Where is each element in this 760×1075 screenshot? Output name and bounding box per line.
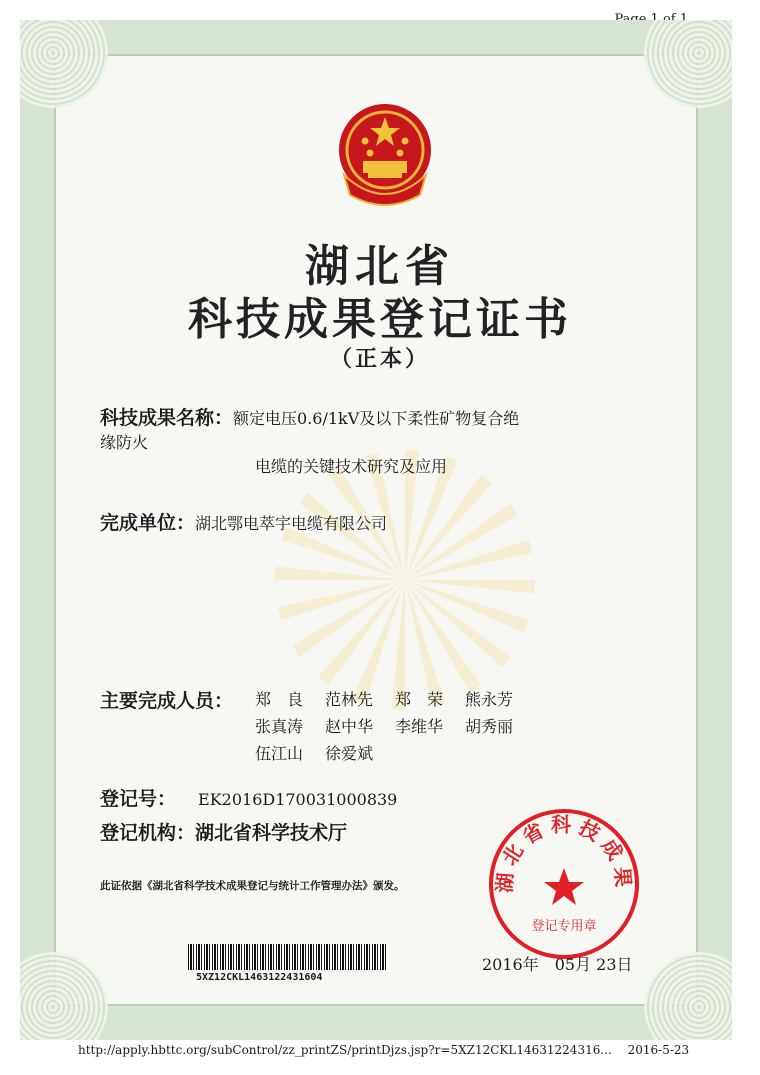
province-title: 湖北省 xyxy=(305,241,455,292)
achievement-value-line2: 电缆的关键技术研究及应用 xyxy=(255,457,448,476)
barcode xyxy=(188,944,388,970)
person-name: 熊永芳 xyxy=(465,690,514,709)
person-name: 伍江山 xyxy=(255,744,304,763)
registration-org-row xyxy=(100,818,347,845)
person-name: 郑 良 xyxy=(255,690,304,709)
achievement-value-line1: 额定电压0.6/1kV及以下柔性矿物复合绝缘防火 xyxy=(100,409,520,452)
person-name: 胡秀丽 xyxy=(465,717,514,736)
achievement-row xyxy=(100,403,520,479)
registration-org-value: 湖北省科学技术厅 xyxy=(195,822,348,844)
seal-center-text: 登记专用章 xyxy=(531,919,597,934)
unit-label: 完成单位： xyxy=(100,512,196,534)
official-seal xyxy=(486,806,642,962)
people-label: 主要完成人员： xyxy=(100,690,234,712)
copy-type: （正本） xyxy=(329,346,430,372)
legal-basis-note: 此证依据《湖北省科学技术成果登记与统计工作管理办法》颁发。 xyxy=(100,880,405,892)
print-footer xyxy=(78,1043,689,1057)
person-name: 郑 荣 xyxy=(395,690,444,709)
unit-value: 湖北鄂电萃宇电缆有限公司 xyxy=(195,514,388,533)
person-name: 赵中华 xyxy=(325,717,374,736)
registration-org-label: 登记机构： xyxy=(100,822,196,844)
people-list xyxy=(255,687,555,764)
watermark-rosette xyxy=(275,450,535,710)
people-row xyxy=(100,686,514,763)
person-name: 张真涛 xyxy=(255,717,304,736)
issue-date: 2016年 05月 23日 xyxy=(482,955,633,974)
unit-row xyxy=(100,508,387,535)
seal-ring-text: 湖北省科技成果 xyxy=(492,812,636,894)
registration-number-label: 登记号： xyxy=(100,788,177,810)
footer-url: http://apply.hbttc.org/subControl/zz_printZS/printDjzs.jsp?r=5XZ12CKL14631224316... xyxy=(78,1043,612,1057)
achievement-label: 科技成果名称： xyxy=(100,407,234,429)
registration-number-row xyxy=(100,784,397,811)
person-name: 徐爱斌 xyxy=(325,744,374,763)
national-emblem-icon xyxy=(330,95,440,215)
barcode-number: 5XZ12CKL1463122431604 xyxy=(196,972,323,983)
person-name: 范林先 xyxy=(325,690,374,709)
person-name: 李维华 xyxy=(395,717,444,736)
certificate-title: 科技成果登记证书 xyxy=(188,294,572,345)
registration-number-value: EK2016D170031000839 xyxy=(198,790,398,809)
footer-date: 2016-5-23 xyxy=(627,1043,690,1057)
